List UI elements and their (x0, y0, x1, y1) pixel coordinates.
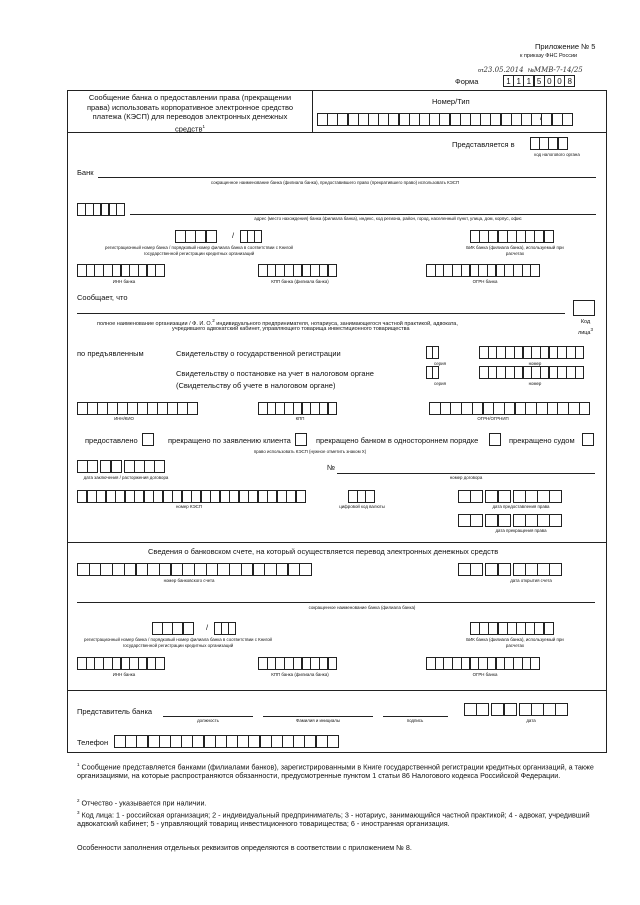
char-cell[interactable] (464, 703, 477, 716)
char-cell[interactable] (89, 563, 102, 576)
char-cell[interactable] (498, 514, 511, 527)
char-cell[interactable] (530, 657, 540, 670)
tax-cert-number-cells[interactable] (479, 366, 583, 379)
status-granted-label: предоставлено (85, 436, 138, 445)
char-cell[interactable] (194, 563, 207, 576)
account-number-cells[interactable] (77, 563, 311, 576)
account-bik-cells[interactable] (470, 622, 553, 635)
contract-date-cells[interactable] (77, 460, 165, 473)
char-cell[interactable] (328, 264, 338, 277)
number-type-cells[interactable] (317, 113, 572, 126)
footnote-1: $^1$ Сообщение представляется банками (филиалами банков), зарегистрированными в Книге государственной регистрации кредитных организаций, а также организациями, на которые распространяются обязанности, предусмотренные пунктом 1 статьи 86 Налогового кодекса Российской Федерации. (77, 762, 594, 781)
char-cell[interactable] (147, 563, 160, 576)
char-cell[interactable] (562, 113, 573, 126)
account-bank-kpp-cells[interactable] (258, 657, 336, 670)
account-section-line (67, 542, 607, 543)
char-cell[interactable] (248, 735, 260, 748)
char-cell[interactable] (155, 657, 165, 670)
kesp-number-caption: номер КЭСП (175, 504, 203, 509)
char-cell[interactable] (365, 490, 375, 503)
char-cell[interactable] (579, 402, 591, 415)
char-cell[interactable] (254, 230, 262, 243)
char-cell[interactable] (498, 490, 511, 503)
form-frame (67, 90, 607, 753)
char-cell[interactable] (575, 366, 585, 379)
char-cell[interactable] (159, 563, 172, 576)
char-cell[interactable] (470, 490, 483, 503)
char-cell[interactable] (87, 460, 98, 473)
form-code-digit: 1 (523, 75, 534, 87)
order-number-handwritten: ММВ-7-14/25 (533, 66, 583, 74)
tax-certificate-label-alt: (Свидетельству об учете в налоговом органе) (176, 381, 336, 390)
appendix-note: Особенности заполнения отдельных реквизитов определяются в соответствии с приложением № 8. (77, 843, 412, 852)
char-cell[interactable] (228, 622, 236, 635)
order-date-handwritten: 23.05.2014 (483, 66, 524, 74)
reports-label: Сообщает, что (77, 293, 128, 302)
bank-reg-caption: регистрационный номер банка / порядковый номер филиала банка в соответствии с Книгой государственной регистрации кредитных организаций (105, 245, 293, 256)
char-cell[interactable] (100, 563, 113, 576)
char-cell[interactable] (171, 563, 184, 576)
char-cell[interactable] (491, 703, 504, 716)
org-kpp-caption: КПП (295, 416, 305, 421)
title-divider (312, 90, 313, 132)
char-cell[interactable] (458, 514, 471, 527)
status-terminated-client-checkbox[interactable] (295, 433, 307, 446)
char-cell[interactable] (519, 703, 532, 716)
org-ogrn-caption: ОГРН/ОГРНИП (477, 416, 509, 421)
char-cell[interactable] (485, 563, 498, 576)
char-cell[interactable] (432, 346, 439, 359)
char-cell[interactable] (296, 490, 306, 503)
status-terminated-client-label: прекращено по заявлению клиента (168, 436, 291, 445)
org-name-line[interactable] (77, 313, 565, 314)
grant-date-caption: дата предоставления права (492, 504, 550, 509)
form-code-digit: 5 (534, 75, 545, 87)
char-cell[interactable] (226, 735, 238, 748)
char-cell[interactable] (206, 563, 219, 576)
org-kpp-cells[interactable] (258, 402, 336, 415)
char-cell[interactable] (304, 735, 316, 748)
bank-bik-caption: БИК банка (филиала банка), используемый при расчетах (466, 245, 564, 256)
bank-name-caption: сокращенное наименование банка (филиала банка), предоставившего право (прекратившего право) использовать КЭСП (210, 180, 460, 185)
tax-authority-code-cells[interactable] (530, 137, 567, 150)
char-cell[interactable] (276, 563, 289, 576)
char-cell[interactable] (192, 735, 204, 748)
contract-number-sign: № (327, 463, 336, 472)
char-cell[interactable] (530, 264, 540, 277)
status-terminated-court-checkbox[interactable] (582, 433, 594, 446)
org-inn-caption: ИНН/КИО (114, 416, 134, 421)
status-terminated-court-label: прекращено судом (509, 436, 575, 445)
char-cell[interactable] (328, 402, 338, 415)
char-cell[interactable] (513, 514, 526, 527)
char-cell[interactable] (124, 563, 137, 576)
char-cell[interactable] (288, 563, 301, 576)
account-bank-inn-cells[interactable] (77, 657, 164, 670)
char-cell[interactable] (549, 563, 562, 576)
account-bank-name-caption: сокращенное наименование банка (филиала банка) (308, 605, 416, 610)
form-code-digit: 1 (513, 75, 524, 87)
form-title: Сообщение банка о предоставлении права (прекращении права) использовать корпоративное электронное средство платежа (КЭСП) для переводов электронных денежных средств$^1$ (86, 93, 294, 133)
char-cell[interactable] (241, 563, 254, 576)
name-line[interactable] (263, 716, 373, 717)
signature-line[interactable] (383, 716, 448, 717)
account-bank-reg-slash: / (206, 623, 209, 632)
signature-section-line (67, 690, 607, 691)
char-cell[interactable] (282, 735, 294, 748)
form-code-digit: 8 (564, 75, 575, 87)
char-cell[interactable] (293, 735, 305, 748)
tax-certificate-label: Свидетельству о постановке на учет в налоговом органе (176, 369, 374, 378)
account-bank-kpp-caption: КПП банка (филиала банка) (271, 672, 329, 677)
char-cell[interactable] (544, 622, 554, 635)
char-cell[interactable] (159, 735, 171, 748)
char-cell[interactable] (531, 703, 544, 716)
status-terminated-bank-label: прекращено банком в одностороннем порядке (316, 436, 479, 445)
char-cell[interactable] (77, 563, 90, 576)
bank-ogrn-cells[interactable] (426, 264, 539, 277)
char-cell[interactable] (458, 490, 471, 503)
order-label: к приказу ФНС России (520, 53, 578, 59)
address-index-cells[interactable] (77, 203, 124, 216)
account-number-caption: номер банковского счета (163, 578, 215, 583)
bank-representative-label: Представитель банка (77, 707, 153, 716)
reg-cert-series-cells[interactable] (426, 346, 438, 359)
account-bank-reg-caption: регистрационный номер банка / порядковый номер филиала банка в соответствии с Книгой государственной регистрации кредитных организаций (84, 637, 272, 648)
char-cell[interactable] (476, 703, 489, 716)
bank-reg-slash: / (232, 231, 235, 240)
char-cell[interactable] (544, 230, 554, 243)
org-inn-cells[interactable] (77, 402, 197, 415)
char-cell[interactable] (513, 490, 526, 503)
char-cell[interactable] (432, 366, 439, 379)
char-cell[interactable] (206, 230, 217, 243)
bank-bik-cells[interactable] (470, 230, 553, 243)
char-cell[interactable] (575, 346, 585, 359)
submitted-to-label: Представляется в (452, 140, 515, 149)
char-cell[interactable] (328, 657, 338, 670)
footnote-2: $^2$ Отчество - указывается при наличии. (77, 798, 207, 808)
char-cell[interactable] (204, 735, 216, 748)
char-cell[interactable] (327, 735, 339, 748)
position-caption: должность (197, 718, 219, 723)
signature-date-cells[interactable] (464, 703, 568, 716)
char-cell[interactable] (154, 460, 165, 473)
char-cell[interactable] (316, 735, 328, 748)
char-cell[interactable] (537, 490, 550, 503)
form-code-digit: 0 (544, 75, 555, 87)
currency-code-caption: цифровой код валюты (339, 504, 385, 509)
char-cell[interactable] (181, 735, 193, 748)
bank-label: Банк (77, 168, 94, 177)
account-bank-name-line[interactable] (77, 602, 595, 603)
char-cell[interactable] (187, 402, 198, 415)
reg-cert-number-caption: номер (528, 361, 542, 366)
tax-cert-number-caption: номер (528, 381, 542, 386)
char-cell[interactable] (549, 514, 562, 527)
char-cell[interactable] (155, 264, 165, 277)
char-cell[interactable] (264, 563, 277, 576)
char-cell[interactable] (112, 563, 125, 576)
contract-number-line[interactable] (337, 473, 595, 474)
char-cell[interactable] (271, 735, 283, 748)
char-cell[interactable] (215, 735, 227, 748)
bank-inn-caption: ИНН банка (112, 279, 136, 284)
address-caption: адрес (место нахождения) банка (филиала банка), индекс, код региона, район, город, населенный пункт, улица, дом, корпус, офис (254, 216, 522, 221)
tax-authority-code-caption: код налогового органа (534, 152, 580, 157)
char-cell[interactable] (217, 563, 230, 576)
char-cell[interactable] (504, 703, 517, 716)
form-label: Форма (455, 77, 479, 86)
char-cell[interactable] (125, 735, 137, 748)
char-cell[interactable] (549, 490, 562, 503)
char-cell[interactable] (485, 490, 498, 503)
tax-cert-series-caption: серия (434, 381, 446, 386)
org-name-caption-2: учредившего адвокатский кабинет, управляющего товарища инвестиционного товарищества (172, 326, 410, 332)
bank-ogrn-caption: ОГРН банка (472, 279, 498, 284)
account-bik-caption: БИК банка (филиала банка), используемый при расчетах (466, 637, 564, 648)
order-number-prefix: № (528, 68, 534, 74)
char-cell[interactable] (114, 735, 126, 748)
name-caption: Фамилия и инициалы (296, 718, 340, 723)
account-bank-ogrn-caption: ОГРН банка (472, 672, 498, 677)
char-cell[interactable] (537, 514, 550, 527)
char-cell[interactable] (525, 563, 538, 576)
reg-cert-number-cells[interactable] (479, 346, 583, 359)
char-cell[interactable] (525, 490, 538, 503)
bank-kpp-caption: КПП банка (филиала банка) (271, 279, 329, 284)
bank-kpp-cells[interactable] (258, 264, 336, 277)
account-branch-number-cells[interactable] (214, 622, 236, 635)
currency-code-cells[interactable] (348, 490, 374, 503)
phone-label: Телефон (77, 738, 109, 747)
char-cell[interactable] (458, 563, 471, 576)
phone-cells[interactable] (114, 735, 338, 748)
char-cell[interactable] (513, 563, 526, 576)
char-cell[interactable] (148, 735, 160, 748)
char-cell[interactable] (555, 703, 568, 716)
account-open-date-caption: дата открытия счета (510, 578, 552, 583)
char-cell[interactable] (182, 563, 195, 576)
appendix-label: Приложение № 5 (535, 42, 596, 51)
form-code-digit: 0 (554, 75, 565, 87)
char-cell[interactable] (136, 563, 149, 576)
order-date-prefix: от (478, 68, 484, 74)
account-bank-inn-caption: ИНН банка (112, 672, 136, 677)
bank-name-line[interactable] (98, 177, 596, 178)
org-name-caption-1: полное наименование организации / Ф. И. О.$^2$ индивидуального предпринимателя, нотариуса, занимающегося частной практикой, адвоката, (97, 318, 458, 327)
contract-number-caption: номер договора (449, 475, 483, 480)
char-cell[interactable] (558, 137, 568, 150)
char-cell[interactable] (260, 735, 272, 748)
char-cell[interactable] (525, 514, 538, 527)
signature-caption: подпись (406, 718, 424, 723)
char-cell[interactable] (170, 735, 182, 748)
char-cell[interactable] (470, 514, 483, 527)
kesp-number-cells[interactable] (77, 490, 305, 503)
char-cell[interactable] (485, 514, 498, 527)
char-cell[interactable] (237, 735, 249, 748)
status-granted-checkbox[interactable] (142, 433, 154, 446)
char-cell[interactable] (470, 563, 483, 576)
grant-date-cells[interactable] (458, 490, 562, 503)
char-cell[interactable] (229, 563, 242, 576)
char-cell[interactable] (537, 563, 550, 576)
char-cell[interactable] (253, 563, 266, 576)
form-code-digit: 1 (503, 75, 514, 87)
org-ogrn-cells[interactable] (429, 402, 590, 415)
bank-reg-number-cells[interactable] (175, 230, 216, 243)
position-line[interactable] (163, 716, 253, 717)
person-code-label: Код лица$^3$ (578, 319, 594, 336)
form-code (503, 75, 574, 87)
signature-date-caption: дата (526, 718, 536, 723)
footnote-3: $^3$ Код лица: 1 - российская организация; 2 - индивидуальный предприниматель; 3 - нотариус, занимающийся частной практикой; 4 - адвокат, учредивший адвокатский кабинет; 5 - управляющий товарищ инвестиционного товарищества; 6 - иностранная организация. (77, 810, 590, 829)
char-cell[interactable] (299, 563, 312, 576)
termination-date-caption: дата прекращения права (495, 528, 547, 533)
char-cell[interactable] (498, 563, 511, 576)
reg-certificate-label: Свидетельству о государственной регистрации (176, 349, 341, 358)
branch-number-cells[interactable] (240, 230, 262, 243)
account-heading: Сведения о банковском счете, на который осуществляется перевод электронных денежных средств (148, 547, 499, 556)
char-cell[interactable] (116, 203, 125, 216)
bank-inn-cells[interactable] (77, 264, 164, 277)
char-cell[interactable] (543, 703, 556, 716)
account-bank-ogrn-cells[interactable] (426, 657, 539, 670)
account-open-date-cells[interactable] (458, 563, 562, 576)
char-cell[interactable] (183, 622, 194, 635)
number-type-slash: / (540, 113, 543, 122)
status-note: право использовать КЭСП (нужное отметить знаком Х) (253, 449, 367, 454)
contract-date-caption: дата заключения / расторжения договора (83, 475, 169, 480)
char-cell[interactable] (136, 735, 148, 748)
char-cell[interactable] (111, 460, 122, 473)
address-line[interactable] (130, 214, 596, 215)
termination-date-cells[interactable] (458, 514, 562, 527)
account-bank-reg-cells[interactable] (152, 622, 193, 635)
tax-cert-series-cells[interactable] (426, 366, 438, 379)
reg-cert-series-caption: серия (434, 361, 446, 366)
presented-label: по предъявленным (77, 349, 144, 358)
number-type-label: Номер/Тип (432, 97, 470, 106)
status-terminated-bank-checkbox[interactable] (489, 433, 501, 446)
person-code-box[interactable] (573, 300, 595, 316)
